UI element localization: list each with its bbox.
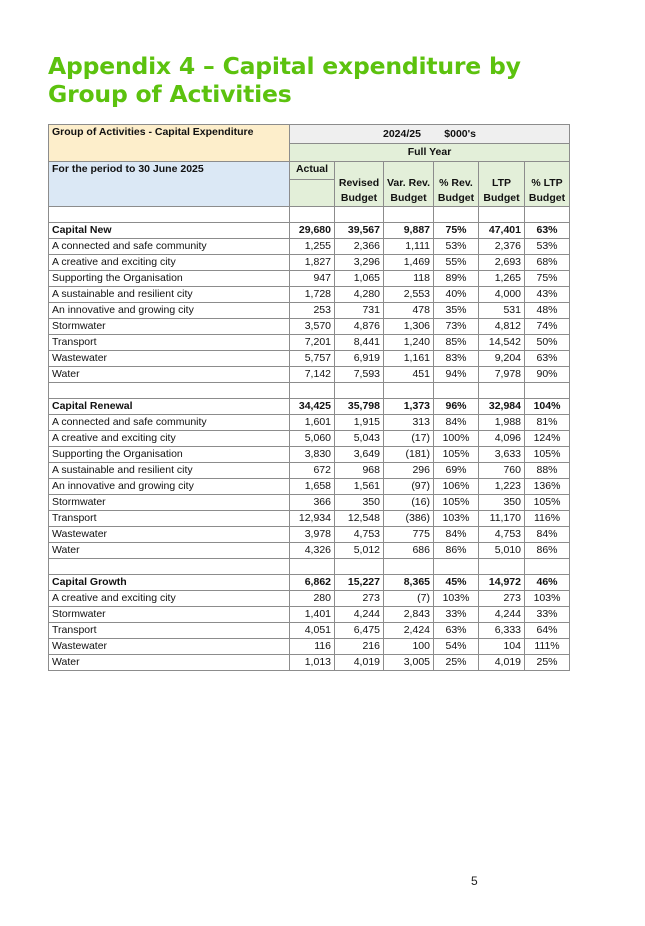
value-cell: 105% <box>434 447 479 463</box>
value-cell: 4,244 <box>479 607 525 623</box>
value-cell: 96% <box>434 399 479 415</box>
value-cell: 3,633 <box>479 447 525 463</box>
value-cell: 124% <box>525 431 570 447</box>
value-cell: 5,043 <box>335 431 384 447</box>
row-label: Water <box>49 543 290 559</box>
value-cell: 12,934 <box>290 511 335 527</box>
value-cell: 366 <box>290 495 335 511</box>
value-cell: 1,373 <box>384 399 434 415</box>
table-row <box>49 463 570 479</box>
empty-cell <box>49 207 290 223</box>
value-cell: 2,843 <box>384 607 434 623</box>
value-cell: 106% <box>434 479 479 495</box>
col-header-ltp-budget: LTP Budget <box>479 162 525 207</box>
table-row <box>49 351 570 367</box>
table-row <box>49 319 570 335</box>
empty-cell <box>290 383 335 399</box>
section-total-row <box>49 223 570 239</box>
empty-cell <box>384 383 434 399</box>
table-row <box>49 543 570 559</box>
value-cell: 686 <box>384 543 434 559</box>
empty-cell <box>434 559 479 575</box>
value-cell: 63% <box>434 623 479 639</box>
value-cell: 14,542 <box>479 335 525 351</box>
value-cell: 11,170 <box>479 511 525 527</box>
value-cell: 2,376 <box>479 239 525 255</box>
value-cell: 6,475 <box>335 623 384 639</box>
group-header: Group of Activities - Capital Expenditure <box>49 125 290 162</box>
value-cell: 3,830 <box>290 447 335 463</box>
row-label: Capital New <box>49 223 290 239</box>
row-label: Water <box>49 655 290 671</box>
empty-cell <box>384 207 434 223</box>
table-row <box>49 623 570 639</box>
period-header: For the period to 30 June 2025 <box>49 162 290 207</box>
value-cell: 1,827 <box>290 255 335 271</box>
empty-cell <box>479 559 525 575</box>
value-cell: 118 <box>384 271 434 287</box>
value-cell: 100% <box>434 431 479 447</box>
table-row <box>49 655 570 671</box>
row-label: A connected and safe community <box>49 415 290 431</box>
value-cell: 83% <box>434 351 479 367</box>
value-cell: (16) <box>384 495 434 511</box>
row-label: Stormwater <box>49 319 290 335</box>
value-cell: 216 <box>335 639 384 655</box>
value-cell: 103% <box>434 591 479 607</box>
table-row <box>49 303 570 319</box>
value-cell: 45% <box>434 575 479 591</box>
empty-cell <box>290 559 335 575</box>
value-cell: 111% <box>525 639 570 655</box>
value-cell: 1,240 <box>384 335 434 351</box>
empty-cell <box>479 383 525 399</box>
value-cell: 105% <box>434 495 479 511</box>
col-header-revised-budget: Revised Budget <box>335 162 384 207</box>
value-cell: 63% <box>525 351 570 367</box>
value-cell: 1,469 <box>384 255 434 271</box>
value-cell: 7,201 <box>290 335 335 351</box>
value-cell: 1,111 <box>384 239 434 255</box>
value-cell: 104 <box>479 639 525 655</box>
row-label: A sustainable and resilient city <box>49 287 290 303</box>
value-cell: 9,204 <box>479 351 525 367</box>
value-cell: 1,265 <box>479 271 525 287</box>
value-cell: 4,019 <box>335 655 384 671</box>
value-cell: 775 <box>384 527 434 543</box>
page-number: 5 <box>471 874 478 888</box>
value-cell: 4,019 <box>479 655 525 671</box>
value-cell: 25% <box>434 655 479 671</box>
row-label: A sustainable and resilient city <box>49 463 290 479</box>
value-cell: 35,798 <box>335 399 384 415</box>
value-cell: 47,401 <box>479 223 525 239</box>
empty-cell <box>525 383 570 399</box>
value-cell: 5,060 <box>290 431 335 447</box>
value-cell: 64% <box>525 623 570 639</box>
empty-cell <box>384 559 434 575</box>
value-cell: 53% <box>525 239 570 255</box>
value-cell: 947 <box>290 271 335 287</box>
row-label: A creative and exciting city <box>49 591 290 607</box>
value-cell: 48% <box>525 303 570 319</box>
value-cell: 116% <box>525 511 570 527</box>
row-label: Water <box>49 367 290 383</box>
row-label: Capital Renewal <box>49 399 290 415</box>
value-cell: 85% <box>434 335 479 351</box>
value-cell: 2,424 <box>384 623 434 639</box>
value-cell: 89% <box>434 271 479 287</box>
value-cell: 451 <box>384 367 434 383</box>
value-cell: 12,548 <box>335 511 384 527</box>
row-label: A creative and exciting city <box>49 255 290 271</box>
value-cell: 32,984 <box>479 399 525 415</box>
value-cell: 4,000 <box>479 287 525 303</box>
value-cell: 14,972 <box>479 575 525 591</box>
value-cell: 75% <box>434 223 479 239</box>
value-cell: 5,010 <box>479 543 525 559</box>
value-cell: 4,753 <box>479 527 525 543</box>
value-cell: 8,441 <box>335 335 384 351</box>
col-header-pct-ltp-budget: % LTP Budget <box>525 162 570 207</box>
value-cell: 35% <box>434 303 479 319</box>
capital-expenditure-table <box>48 124 570 671</box>
value-cell: 3,978 <box>290 527 335 543</box>
col-header-var-rev-budget: Var. Rev. Budget <box>384 162 434 207</box>
value-cell: 4,280 <box>335 287 384 303</box>
empty-cell <box>49 383 290 399</box>
value-cell: 88% <box>525 463 570 479</box>
row-label: Wastewater <box>49 639 290 655</box>
value-cell: 74% <box>525 319 570 335</box>
value-cell: (7) <box>384 591 434 607</box>
value-cell: 84% <box>525 527 570 543</box>
value-cell: (97) <box>384 479 434 495</box>
value-cell: 4,753 <box>335 527 384 543</box>
value-cell: 7,978 <box>479 367 525 383</box>
value-cell: 100 <box>384 639 434 655</box>
value-cell: 34,425 <box>290 399 335 415</box>
table-row <box>49 255 570 271</box>
table-row <box>49 271 570 287</box>
value-cell: 2,693 <box>479 255 525 271</box>
value-cell: 9,887 <box>384 223 434 239</box>
value-cell: 968 <box>335 463 384 479</box>
empty-cell <box>335 559 384 575</box>
value-cell: 4,051 <box>290 623 335 639</box>
value-cell: 672 <box>290 463 335 479</box>
empty-cell <box>335 207 384 223</box>
table-row <box>49 367 570 383</box>
value-cell: 75% <box>525 271 570 287</box>
value-cell: 29,680 <box>290 223 335 239</box>
table-row <box>49 335 570 351</box>
row-label: An innovative and growing city <box>49 303 290 319</box>
empty-cell <box>434 383 479 399</box>
col-header-actual: Actual <box>290 162 335 180</box>
row-label: A connected and safe community <box>49 239 290 255</box>
value-cell: 25% <box>525 655 570 671</box>
value-cell: 296 <box>384 463 434 479</box>
full-year-header: Full Year <box>290 144 570 162</box>
value-cell: 81% <box>525 415 570 431</box>
table-row <box>49 511 570 527</box>
value-cell: 731 <box>335 303 384 319</box>
value-cell: 4,876 <box>335 319 384 335</box>
value-cell: 116 <box>290 639 335 655</box>
table-row <box>49 527 570 543</box>
value-cell: 4,244 <box>335 607 384 623</box>
col-header-actual-spacer <box>290 180 335 207</box>
value-cell: 39,567 <box>335 223 384 239</box>
value-cell: 2,366 <box>335 239 384 255</box>
value-cell: 6,333 <box>479 623 525 639</box>
empty-cell <box>49 559 290 575</box>
value-cell: 33% <box>525 607 570 623</box>
value-cell: 15,227 <box>335 575 384 591</box>
value-cell: 33% <box>434 607 479 623</box>
value-cell: 69% <box>434 463 479 479</box>
value-cell: 136% <box>525 479 570 495</box>
row-label: Wastewater <box>49 527 290 543</box>
value-cell: 6,919 <box>335 351 384 367</box>
empty-cell <box>525 207 570 223</box>
value-cell: 90% <box>525 367 570 383</box>
value-cell: 4,326 <box>290 543 335 559</box>
value-cell: 4,812 <box>479 319 525 335</box>
value-cell: 103% <box>434 511 479 527</box>
value-cell: (17) <box>384 431 434 447</box>
value-cell: 1,306 <box>384 319 434 335</box>
year-header: 2024/25 $000's <box>290 125 570 144</box>
empty-cell <box>525 559 570 575</box>
value-cell: 84% <box>434 527 479 543</box>
value-cell: 1,401 <box>290 607 335 623</box>
spacer-row <box>49 383 570 399</box>
row-label: Wastewater <box>49 351 290 367</box>
value-cell: 3,005 <box>384 655 434 671</box>
value-cell: 1,065 <box>335 271 384 287</box>
value-cell: 54% <box>434 639 479 655</box>
value-cell: 1,161 <box>384 351 434 367</box>
value-cell: 1,915 <box>335 415 384 431</box>
section-total-row <box>49 575 570 591</box>
value-cell: 1,728 <box>290 287 335 303</box>
value-cell: 55% <box>434 255 479 271</box>
value-cell: 6,862 <box>290 575 335 591</box>
spacer-row <box>49 559 570 575</box>
row-label: Transport <box>49 623 290 639</box>
page-title: Appendix 4 – Capital expenditure by Group of Activities <box>48 52 521 108</box>
table-row <box>49 431 570 447</box>
row-label: Stormwater <box>49 495 290 511</box>
table-row <box>49 591 570 607</box>
value-cell: 478 <box>384 303 434 319</box>
value-cell: 350 <box>479 495 525 511</box>
col-header-pct-rev-budget: % Rev. Budget <box>434 162 479 207</box>
value-cell: 50% <box>525 335 570 351</box>
value-cell: 40% <box>434 287 479 303</box>
value-cell: 94% <box>434 367 479 383</box>
value-cell: 43% <box>525 287 570 303</box>
value-cell: 104% <box>525 399 570 415</box>
empty-cell <box>434 207 479 223</box>
value-cell: 1,255 <box>290 239 335 255</box>
value-cell: 273 <box>479 591 525 607</box>
row-label: Transport <box>49 335 290 351</box>
row-label: Transport <box>49 511 290 527</box>
table-row <box>49 447 570 463</box>
value-cell: 313 <box>384 415 434 431</box>
value-cell: (386) <box>384 511 434 527</box>
empty-cell <box>479 207 525 223</box>
value-cell: 3,649 <box>335 447 384 463</box>
value-cell: 3,570 <box>290 319 335 335</box>
value-cell: 103% <box>525 591 570 607</box>
value-cell: 1,013 <box>290 655 335 671</box>
value-cell: 105% <box>525 447 570 463</box>
value-cell: 86% <box>434 543 479 559</box>
value-cell: 105% <box>525 495 570 511</box>
row-label: Supporting the Organisation <box>49 447 290 463</box>
table-row <box>49 639 570 655</box>
value-cell: 4,096 <box>479 431 525 447</box>
value-cell: 46% <box>525 575 570 591</box>
section-total-row <box>49 399 570 415</box>
value-cell: 760 <box>479 463 525 479</box>
row-label: Capital Growth <box>49 575 290 591</box>
value-cell: 7,593 <box>335 367 384 383</box>
value-cell: 7,142 <box>290 367 335 383</box>
value-cell: 53% <box>434 239 479 255</box>
row-label: An innovative and growing city <box>49 479 290 495</box>
table-row <box>49 607 570 623</box>
value-cell: 1,658 <box>290 479 335 495</box>
table-row <box>49 495 570 511</box>
table-row <box>49 479 570 495</box>
value-cell: 5,012 <box>335 543 384 559</box>
value-cell: 73% <box>434 319 479 335</box>
table-row <box>49 239 570 255</box>
value-cell: 84% <box>434 415 479 431</box>
table-row <box>49 287 570 303</box>
value-cell: 5,757 <box>290 351 335 367</box>
row-label: Supporting the Organisation <box>49 271 290 287</box>
table-row <box>49 415 570 431</box>
value-cell: 1,988 <box>479 415 525 431</box>
value-cell: 350 <box>335 495 384 511</box>
value-cell: 3,296 <box>335 255 384 271</box>
value-cell: 63% <box>525 223 570 239</box>
spacer-row <box>49 207 570 223</box>
value-cell: 253 <box>290 303 335 319</box>
value-cell: 273 <box>335 591 384 607</box>
empty-cell <box>335 383 384 399</box>
value-cell: 531 <box>479 303 525 319</box>
value-cell: 1,601 <box>290 415 335 431</box>
row-label: Stormwater <box>49 607 290 623</box>
value-cell: 68% <box>525 255 570 271</box>
value-cell: 1,561 <box>335 479 384 495</box>
value-cell: 2,553 <box>384 287 434 303</box>
value-cell: (181) <box>384 447 434 463</box>
value-cell: 86% <box>525 543 570 559</box>
row-label: A creative and exciting city <box>49 431 290 447</box>
empty-cell <box>290 207 335 223</box>
value-cell: 280 <box>290 591 335 607</box>
value-cell: 8,365 <box>384 575 434 591</box>
value-cell: 1,223 <box>479 479 525 495</box>
